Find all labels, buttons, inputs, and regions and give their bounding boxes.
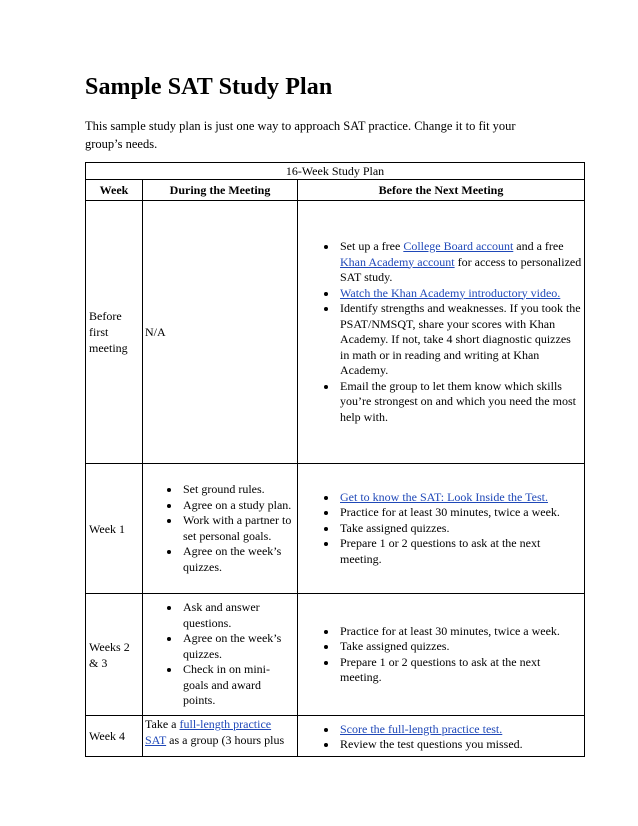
during-list (145, 600, 295, 709)
list-item: • Agree on the week’s quizzes. (181, 544, 295, 575)
before-list (300, 239, 582, 425)
list-item: • Take assigned quizzes. (338, 521, 582, 537)
before-cell (298, 464, 585, 594)
table-row (86, 594, 585, 716)
during-text: Take a full-length practice SAT as a group (3 hours plus (145, 717, 285, 747)
during-cell (143, 716, 298, 757)
intro-paragraph: This sample study plan is just one way to approach SAT practice. Change it to fit your group’s needs. (85, 119, 516, 151)
look-inside-test-link[interactable]: Get to know the SAT: Look Inside the Test. (340, 489, 548, 504)
list-item: • Agree on a study plan. (181, 498, 295, 514)
header-before: Before the Next Meeting (298, 180, 585, 201)
list-item: • Set up a free College Board account and a free Khan Academy account for access to personalized SAT study. (338, 239, 582, 286)
intro-video-link[interactable]: Watch the Khan Academy introductory video. (340, 285, 561, 300)
before-cell (298, 594, 585, 716)
list-item: • Review the test questions you missed. (338, 737, 582, 753)
list-item: • Practice for at least 30 minutes, twice a week. (338, 505, 582, 521)
list-item: • Work with a partner to set personal goals. (181, 513, 295, 544)
before-cell (298, 716, 585, 757)
week-cell: Week 1 (86, 464, 143, 594)
before-list (300, 490, 582, 568)
before-list (300, 722, 582, 753)
table-row (86, 464, 585, 594)
table-caption: 16-Week Study Plan (86, 163, 585, 180)
list-item: • Ask and answer questions. (181, 600, 295, 631)
before-cell (298, 201, 585, 464)
header-during: During the Meeting (143, 180, 298, 201)
during-list (145, 482, 295, 575)
during-cell (143, 464, 298, 594)
during-cell (143, 594, 298, 716)
list-item: • Prepare 1 or 2 questions to ask at the next meeting. (338, 655, 582, 686)
study-plan-table (85, 162, 585, 757)
table-caption-row (86, 163, 585, 180)
list-item: • Take assigned quizzes. (338, 639, 582, 655)
table-row (86, 716, 585, 757)
college-board-account-link[interactable]: College Board account (403, 239, 514, 253)
practice-sat-link[interactable]: full-length practice SAT (145, 717, 272, 747)
list-item: • Email the group to let them know which skills you’re strongest on and which you need the most help with. (338, 379, 582, 426)
before-list (300, 624, 582, 686)
list-item: • Prepare 1 or 2 questions to ask at the next meeting. (338, 536, 582, 567)
header-week: Week (86, 180, 143, 201)
khan-academy-account-link[interactable]: Khan Academy account (340, 254, 455, 269)
list-item: • Set ground rules. (181, 482, 295, 498)
list-item (338, 286, 582, 302)
table-header-row (86, 180, 585, 201)
list-item (338, 722, 582, 738)
week-cell: Weeks 2 & 3 (86, 594, 143, 716)
during-cell: N/A (143, 201, 298, 464)
page-title: Sample SAT Study Plan (85, 74, 333, 100)
week-cell: Week 4 (86, 716, 143, 757)
list-item: • Agree on the week’s quizzes. (181, 631, 295, 662)
list-item (338, 490, 582, 506)
score-practice-test-link[interactable]: Score the full-length practice test. (340, 721, 503, 736)
list-item: • Check in on mini-goals and award points. (181, 662, 295, 709)
list-item: • Practice for at least 30 minutes, twice a week. (338, 624, 582, 640)
table-row (86, 201, 585, 464)
list-item: • Identify strengths and weaknesses. If you took the PSAT/NMSQT, share your scores with Khan Academy. If not, take 4 short diagnostic quizzes in math or in reading and writing at Khan Academy. (338, 301, 582, 379)
week-cell: Before first meeting (86, 201, 143, 464)
